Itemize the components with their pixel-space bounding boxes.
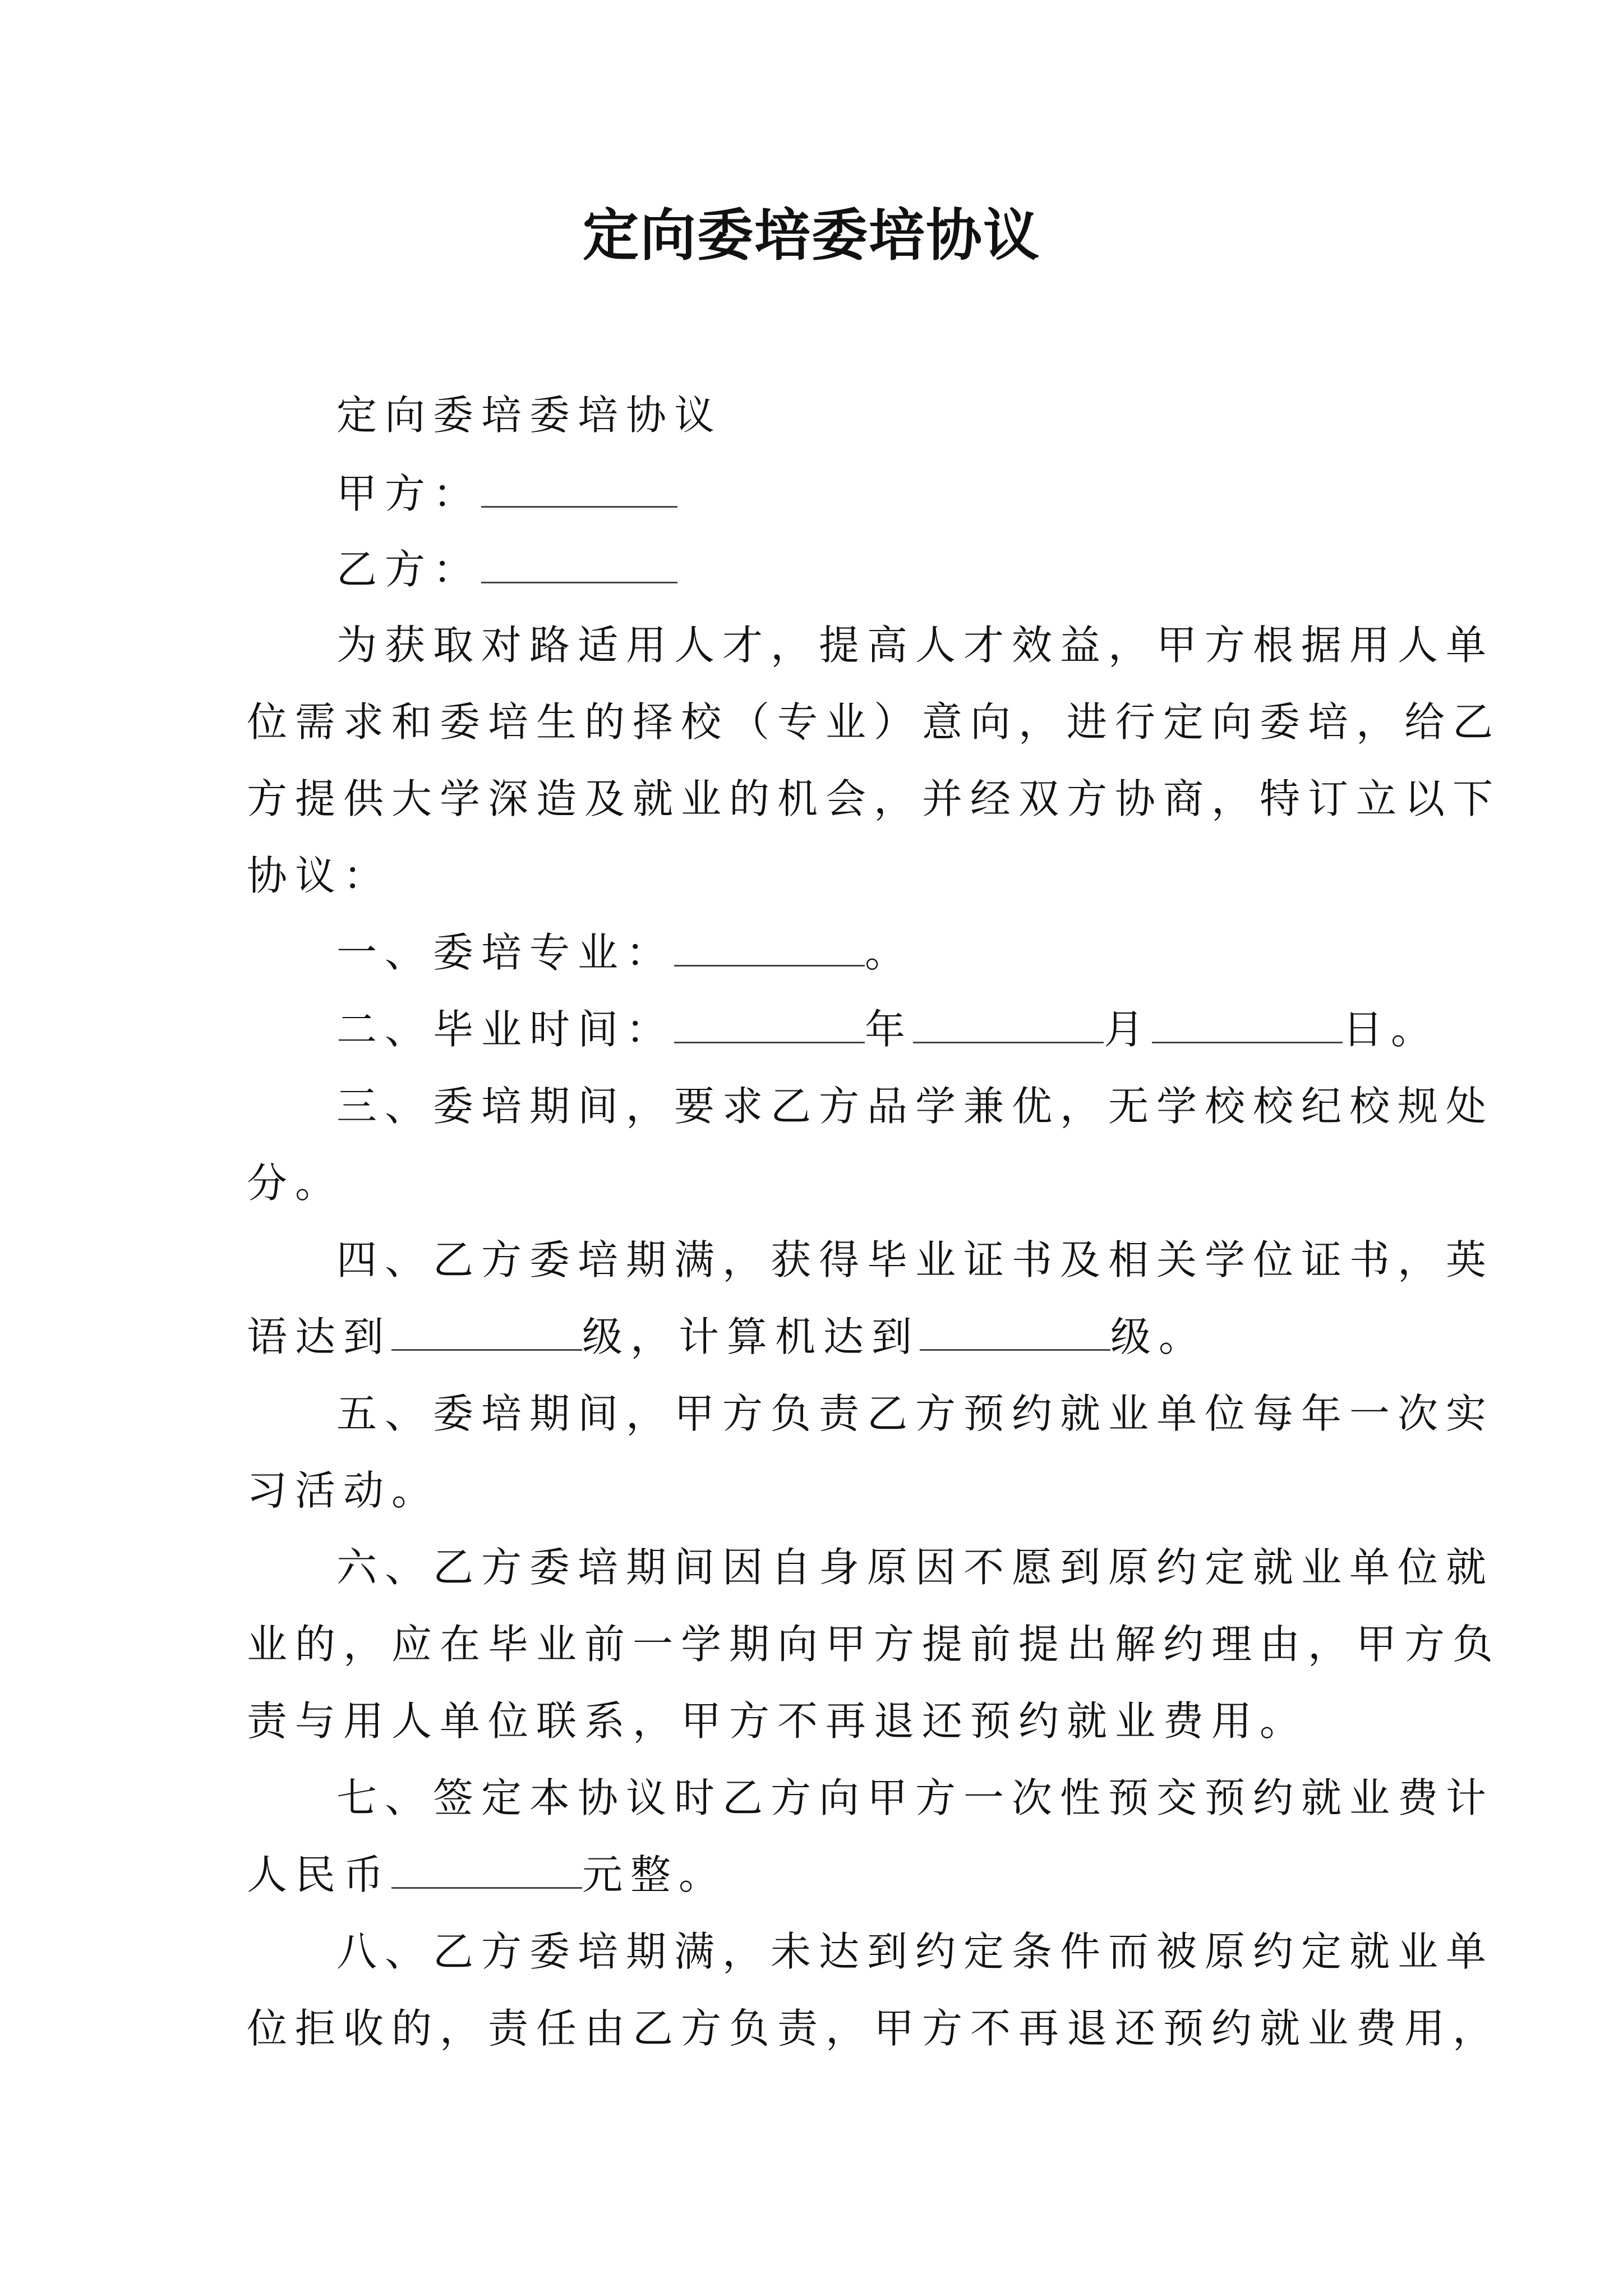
- party-a-blank: [481, 495, 677, 508]
- clause-5-line-1: 五、委培期间，甲方负责乙方预约就业单位每年一次实: [336, 1390, 1495, 1437]
- intro-line-3: 方提供大学深造及就业的机会，并经双方协商，特订立以下: [247, 775, 1501, 822]
- clause-4-suffix: 级。: [1110, 1313, 1207, 1360]
- clause-7-line-1: 七、签定本协议时乙方向甲方一次性预交预约就业费计: [336, 1774, 1495, 1821]
- party-b-blank: [481, 570, 677, 583]
- clause-5-line-2: 习活动。: [247, 1467, 440, 1514]
- clause-3-line-2: 分。: [247, 1159, 344, 1207]
- party-a-label: 甲方：: [336, 470, 482, 517]
- clause-4-computer-blank: [920, 1338, 1110, 1351]
- document-title: 定向委培委培协议: [583, 203, 1040, 268]
- clause-2-line: [336, 1001, 1514, 1057]
- clause-7-line-2: [247, 1847, 1424, 1903]
- clause-1-suffix: 。: [865, 929, 914, 976]
- clause-2-year-blank: [674, 1030, 865, 1043]
- clause-7-amount-blank: [391, 1876, 582, 1889]
- clause-7-prefix: 人民币: [247, 1851, 392, 1898]
- clause-4-line-1: 四、乙方委培期满，获得毕业证书及相关学位证书，英: [336, 1236, 1495, 1283]
- clause-2-prefix: 二、毕业时间：: [336, 1006, 675, 1053]
- clause-8-line-1: 八、乙方委培期满，未达到约定条件而被原约定就业单: [336, 1928, 1495, 1975]
- party-a-line: [336, 466, 1514, 522]
- document-subtitle: 定向委培委培协议: [336, 392, 723, 439]
- clause-2-day-blank: [1152, 1030, 1343, 1043]
- clause-1-prefix: 一、委培专业：: [336, 929, 675, 976]
- clause-4-line-2: [247, 1309, 1424, 1365]
- clause-1-line: [336, 924, 1514, 981]
- clause-6-line-1: 六、乙方委培期间因自身原因不愿到原约定就业单位就: [336, 1544, 1495, 1591]
- clause-3-line-1: 三、委培期间，要求乙方品学兼优，无学校校纪校规处: [336, 1083, 1495, 1130]
- clause-6-line-3: 责与用人单位联系，甲方不再退还预约就业费用。: [247, 1697, 1308, 1745]
- clause-7-suffix: 元整。: [582, 1851, 727, 1898]
- clause-4-prefix: 语达到: [247, 1313, 392, 1360]
- party-b-label: 乙方：: [336, 546, 482, 593]
- clause-2-month: 月: [1104, 1006, 1152, 1053]
- clause-2-year: 年: [865, 1006, 914, 1053]
- party-b-line: [336, 541, 1514, 597]
- clause-1-blank: [674, 954, 865, 967]
- intro-line-2: 位需求和委培生的择校（专业）意向，进行定向委培，给乙: [247, 698, 1501, 746]
- clause-2-day: 日。: [1343, 1006, 1440, 1053]
- clause-2-month-blank: [913, 1030, 1104, 1043]
- intro-line-4: 协议：: [247, 852, 392, 899]
- clause-4-mid: 级，计算机达到: [582, 1313, 920, 1360]
- intro-line-1: 为获取对路适用人才，提高人才效益，甲方根据用人单: [336, 622, 1495, 669]
- clause-8-line-2: 位拒收的，责任由乙方负责，甲方不再退还预约就业费用，: [247, 2005, 1501, 2052]
- clause-6-line-2: 业的，应在毕业前一学期向甲方提前提出解约理由，甲方负: [247, 1621, 1501, 1668]
- clause-4-english-blank: [391, 1338, 582, 1351]
